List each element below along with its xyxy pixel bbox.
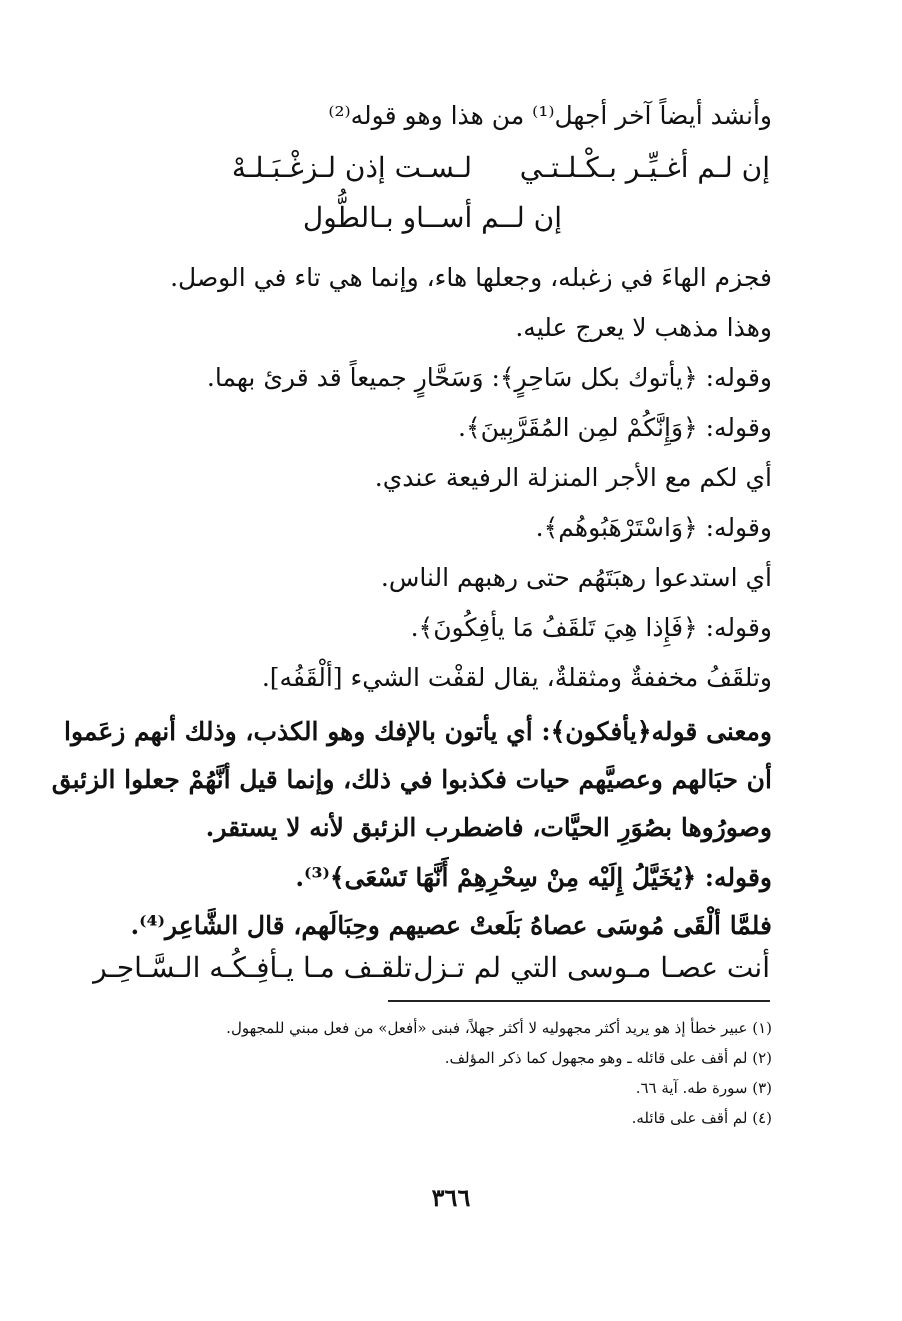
footnote: (١) عبير خطأ إذ هو يريد أكثر مجهوليه لا أكثر جهلاً، فبنى «أفعل» من فعل مبني للمجهول. bbox=[226, 1019, 772, 1037]
body-line: وقوله: ﴿يأتوك بكل سَاحِرٍ﴾: وَسَحَّارٍ جميعاً قد قرئ بهما. bbox=[206, 363, 772, 392]
body-line: وتلقَفُ مخففةٌ ومثقلةٌ، يقال لقفْت الشيء [ألْقَفُه]. bbox=[261, 663, 772, 692]
body-line: أن حبَالهم وعصيَّهم حيات فكذبوا في ذلك، وإنما قيل أنَّهُمْ جعلوا الزئبق bbox=[51, 765, 772, 794]
verse3-first-hemistich: أنت عصـا مـوسى التي لم تـزل bbox=[413, 951, 770, 984]
verse1-first-hemistich: إن لـم أغـيِّـر بـكْـلـتـي bbox=[519, 151, 770, 184]
page-number: ٣٦٦ bbox=[431, 1183, 471, 1212]
intro-line: وأنشد أيضاً آخر أجهل⁽¹⁾ من هذا وهو قوله⁽²⁾ bbox=[328, 101, 772, 130]
verse3-second-hemistich: تلقـف مـا يـأفِـكُـه الـسَّـاحِـر bbox=[93, 951, 412, 984]
body-line: وهذا مذهب لا يعرج عليه. bbox=[515, 313, 772, 342]
body-line: وقوله: ﴿فَإِذا هِيَ تَلقَفُ مَا يأفِكُونَ﴾. bbox=[410, 613, 772, 642]
footnote: (٢) لم أقف على قائله ـ وهو مجهول كما ذكر المؤلف. bbox=[444, 1049, 772, 1067]
footnote: (٤) لم أقف على قائله. bbox=[631, 1109, 772, 1127]
body-line: وقوله: ﴿يُخَيَّلُ إِلَيْه مِنْ سِحْرِهِمْ أَنَّهَا تَسْعَى﴾⁽³⁾. bbox=[295, 863, 772, 892]
body-line: وقوله: ﴿وَإِنَّكُمْ لمِن المُقَرَّبِينَ﴾. bbox=[458, 413, 772, 442]
body-line: أي استدعوا رهبَتَهُم حتى رهبهم الناس. bbox=[380, 563, 772, 592]
body-line: فجزم الهاءَ في زغبله، وجعلها هاء، وإنما هي تاء في الوصل. bbox=[170, 263, 772, 292]
verse2-line: إن لــم أســاو بـالطُّول bbox=[302, 201, 562, 234]
body-line: ومعنى قوله﴿يأفكون﴾: أي يأتون بالإفك وهو الكذب، وذلك أنهم زعَموا bbox=[64, 717, 772, 746]
body-line: وصورُوها بصُوَرِ الحيَّات، فاضطرب الزئبق لأنه لا يستقر. bbox=[205, 813, 772, 842]
body-line: فلمَّا ألْقَى مُوسَى عصاهُ بَلَعتْ عصيهم وحِبَالَهم، قال الشَّاعِر⁽⁴⁾. bbox=[130, 911, 772, 940]
body-line: أي لكم مع الأجر المنزلة الرفيعة عندي. bbox=[374, 463, 772, 492]
verse1-second-hemistich: لـسـت إذن لـزغْـبَـلـهْ bbox=[231, 151, 472, 184]
footnote-divider bbox=[388, 1000, 770, 1002]
footnote: (٣) سورة طه. آية ٦٦. bbox=[635, 1079, 772, 1097]
body-line: وقوله: ﴿وَاسْتَرْهَبُوهُم﴾. bbox=[535, 513, 772, 542]
